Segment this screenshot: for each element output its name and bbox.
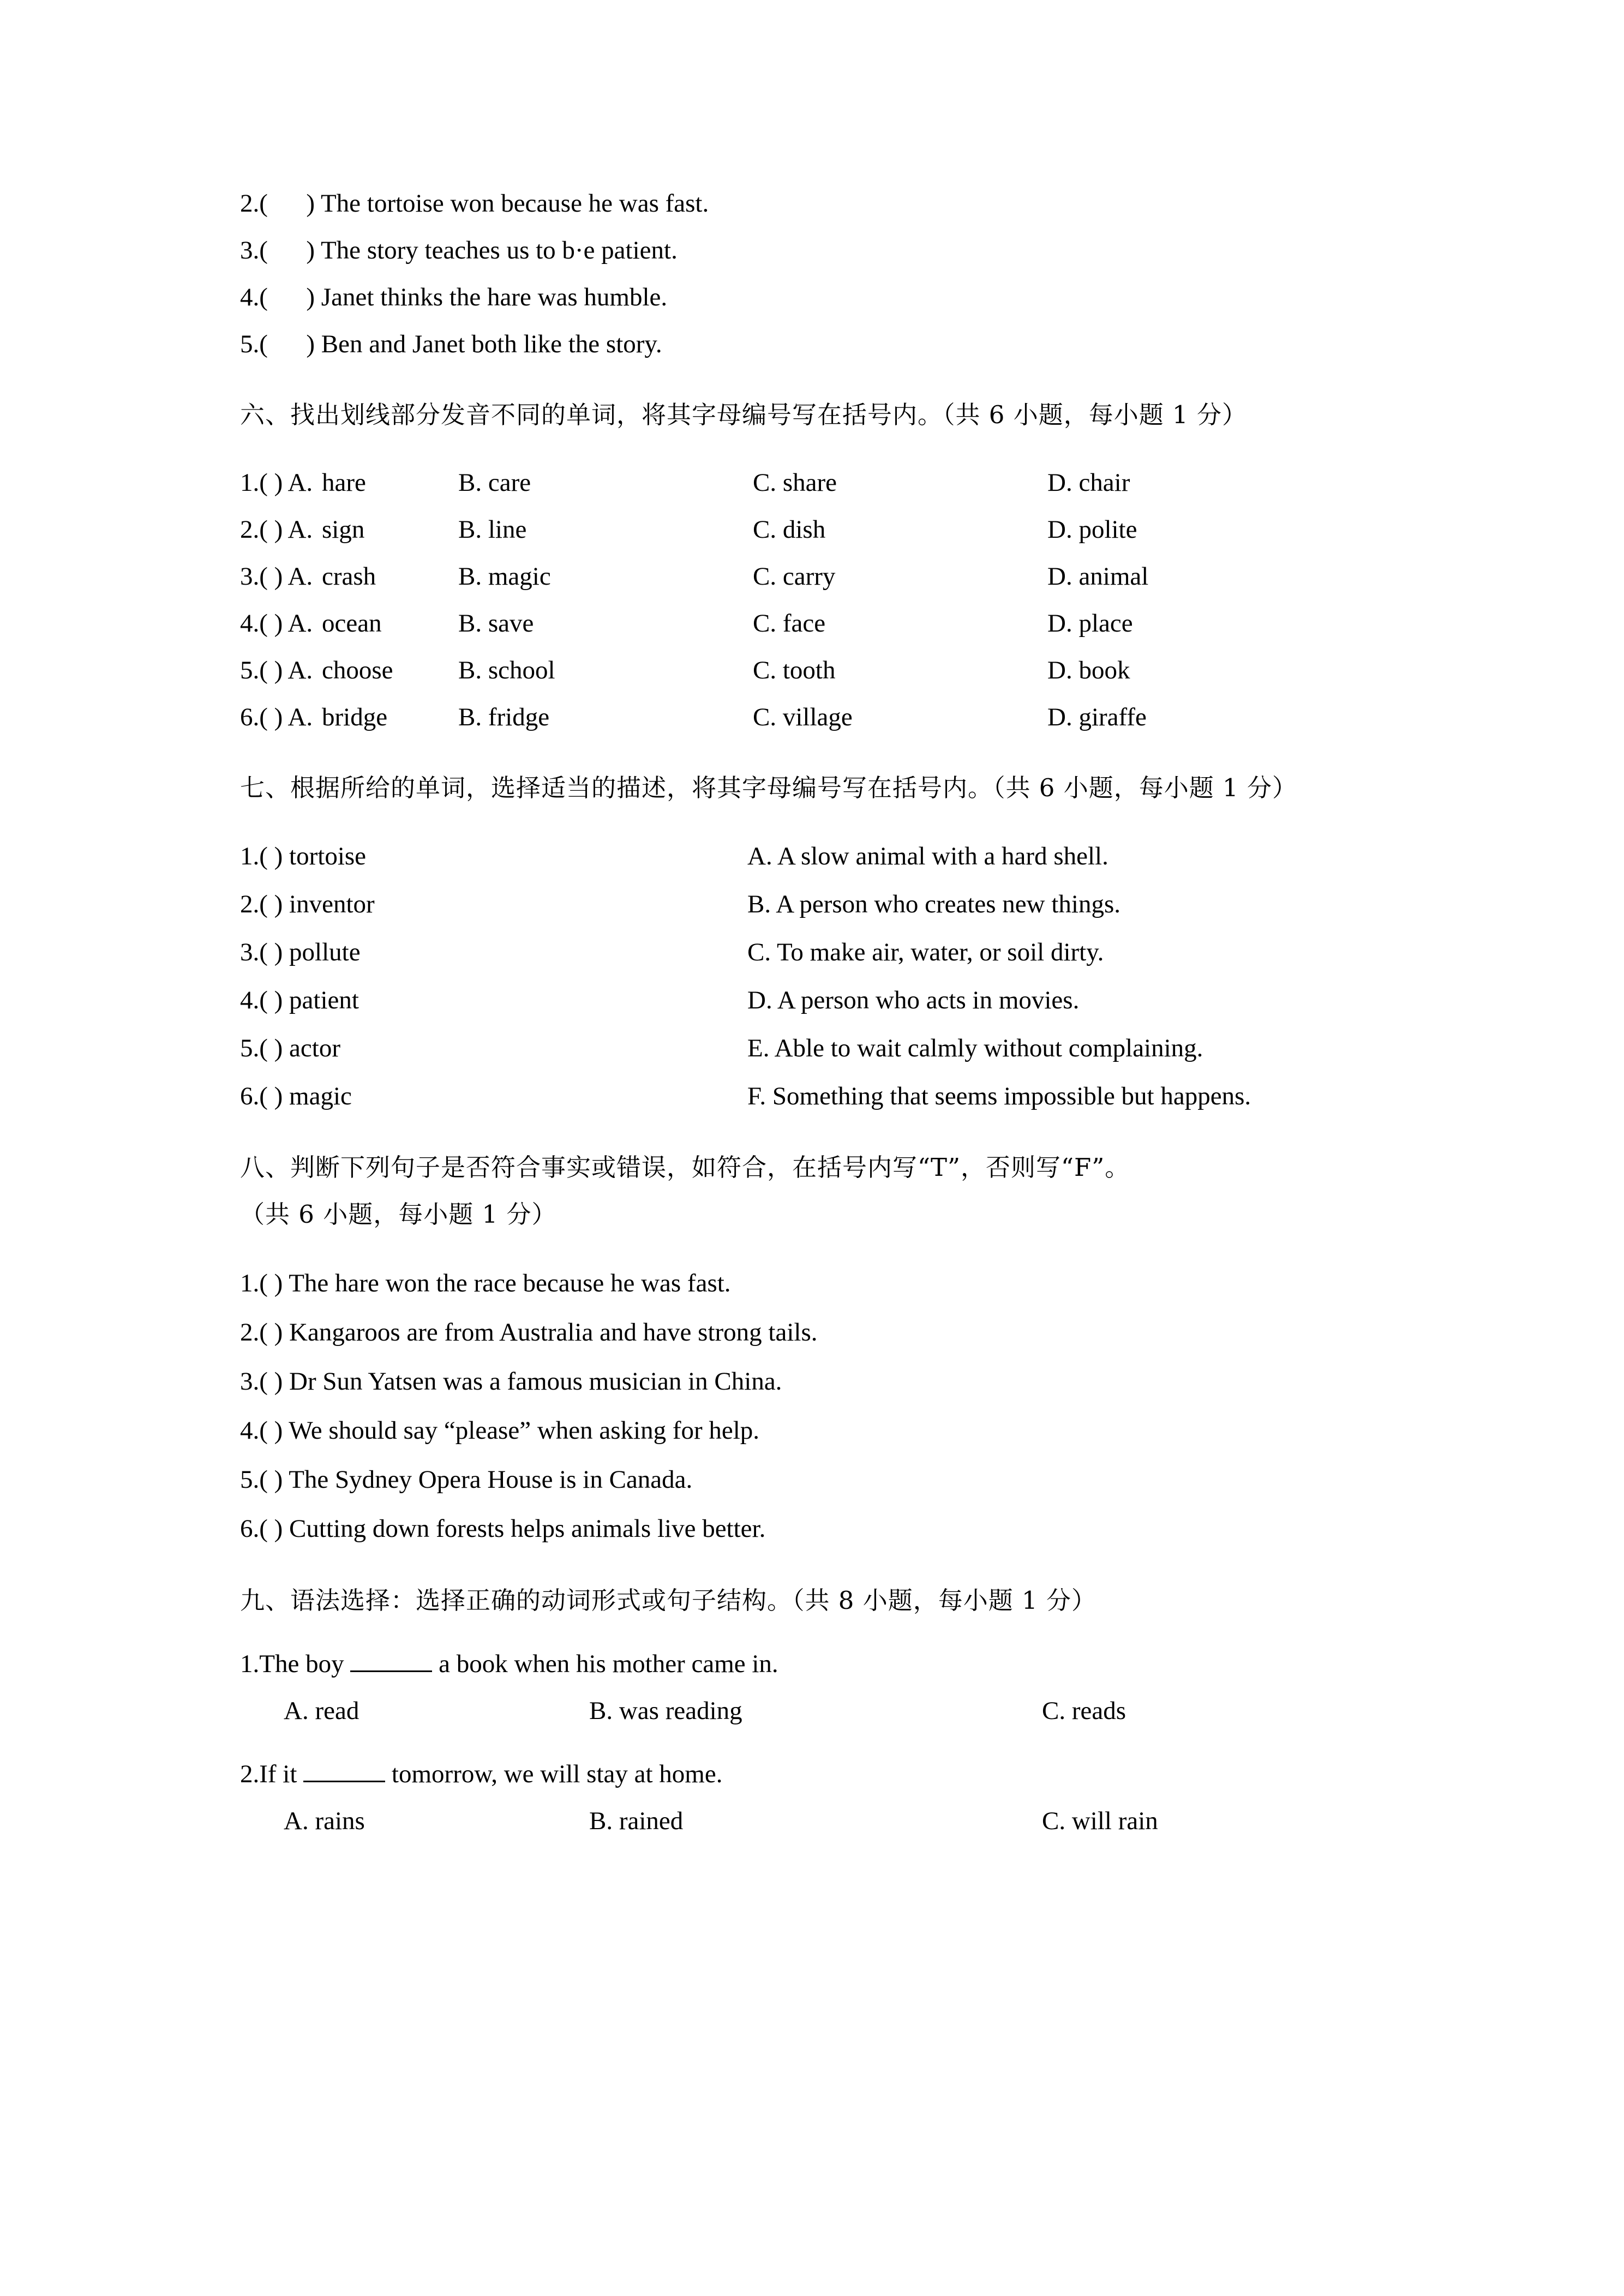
question-text-after: tomorrow, we will stay at home. — [391, 1760, 723, 1788]
match-definition: F. Something that seems impossible but happens. — [747, 1082, 1251, 1110]
match-definition: B. A person who creates new things. — [747, 890, 1121, 918]
option-row — [240, 600, 1460, 647]
option-b[interactable]: B. was reading — [589, 1697, 742, 1725]
match-row — [240, 1072, 1460, 1120]
option-c: C. dish — [753, 515, 826, 544]
match-row — [240, 976, 1460, 1024]
section-eight-heading-line1: 八、判断下列句子是否符合事实或错误，如符合，在括号内写“T”，否则写“F”。 — [240, 1153, 1130, 1182]
question-item: 2.( ) The tortoise won because he was fast. — [240, 189, 709, 218]
answer-blank[interactable] — [303, 1781, 385, 1782]
grammar-question — [240, 1751, 1460, 1798]
option-c: C. carry — [753, 562, 836, 591]
option-a: ocean — [322, 609, 382, 638]
option-c: C. village — [753, 703, 853, 731]
match-row — [240, 928, 1460, 976]
option-b: B. save — [458, 609, 534, 638]
truefalse-item: 4.( ) We should say “please” when asking for help. — [240, 1416, 760, 1445]
section-seven-matching — [240, 832, 1460, 1120]
section-seven-heading: 七、根据所给的单词，选择适当的描述，将其字母编号写在括号内。（共 6 小题，每小题 1 分） — [240, 773, 1297, 802]
option-a: choose — [322, 656, 393, 684]
option-a: bridge — [322, 703, 388, 731]
option-d: D. chair — [1047, 468, 1130, 497]
section-eight-statements — [240, 1259, 1460, 1553]
question-text-before: 2.If it — [240, 1760, 297, 1788]
match-term: 3.( ) pollute — [240, 938, 361, 966]
truefalse-item: 3.( ) Dr Sun Yatsen was a famous musician in China. — [240, 1367, 782, 1396]
option-number: 2.( ) A. — [240, 515, 313, 544]
option-d: D. giraffe — [1047, 703, 1147, 731]
option-b[interactable]: B. rained — [589, 1807, 684, 1835]
option-a: crash — [322, 562, 376, 591]
option-d: D. animal — [1047, 562, 1149, 591]
answer-blank[interactable] — [350, 1670, 432, 1672]
option-b: B. care — [458, 468, 531, 497]
option-number: 1.( ) A. — [240, 468, 313, 497]
match-definition: D. A person who acts in movies. — [747, 986, 1080, 1014]
option-number: 5.( ) A. — [240, 656, 313, 684]
option-row — [240, 553, 1460, 600]
match-definition: E. Able to wait calmly without complaining. — [747, 1034, 1203, 1062]
question-item: 3.( ) The story teaches us to b·e patient. — [240, 236, 678, 265]
option-number: 3.( ) A. — [240, 562, 313, 591]
option-d: D. polite — [1047, 515, 1137, 544]
option-b: B. school — [458, 656, 555, 684]
section-six-heading: 六、找出划线部分发音不同的单词，将其字母编号写在括号内。（共 6 小题，每小题 1 分） — [240, 400, 1247, 429]
option-d: D. place — [1047, 609, 1133, 638]
option-row — [240, 694, 1460, 741]
question-text-before: 1.The boy — [240, 1650, 344, 1678]
option-row — [240, 506, 1460, 553]
option-number: 6.( ) A. — [240, 703, 313, 731]
option-a[interactable]: A. rains — [284, 1807, 365, 1835]
grammar-options — [240, 1798, 1460, 1844]
match-term: 2.( ) inventor — [240, 890, 375, 918]
section-nine-heading: 九、语法选择：选择正确的动词形式或句子结构。（共 8 小题，每小题 1 分） — [240, 1586, 1096, 1615]
option-c: C. tooth — [753, 656, 836, 684]
question-text-after: a book when his mother came in. — [439, 1650, 778, 1678]
section-eight-heading-line2: （共 6 小题，每小题 1 分） — [240, 1200, 557, 1229]
option-b: B. fridge — [458, 703, 550, 731]
section-five-tail — [240, 180, 1460, 368]
match-term: 5.( ) actor — [240, 1034, 340, 1062]
match-row — [240, 1024, 1460, 1072]
option-c: C. share — [753, 468, 837, 497]
option-c[interactable]: C. reads — [1042, 1697, 1126, 1725]
option-c[interactable]: C. will rain — [1042, 1807, 1158, 1835]
section-nine-questions — [240, 1640, 1460, 1844]
match-row — [240, 880, 1460, 928]
match-row — [240, 832, 1460, 880]
match-term: 1.( ) tortoise — [240, 842, 367, 870]
truefalse-item: 2.( ) Kangaroos are from Australia and have strong tails. — [240, 1318, 818, 1347]
option-b: B. line — [458, 515, 527, 544]
option-b: B. magic — [458, 562, 551, 591]
question-item: 4.( ) Janet thinks the hare was humble. — [240, 283, 668, 311]
match-definition: A. A slow animal with a hard shell. — [747, 842, 1108, 870]
truefalse-item: 6.( ) Cutting down forests helps animals live better. — [240, 1514, 766, 1543]
match-term: 4.( ) patient — [240, 986, 359, 1014]
match-definition: C. To make air, water, or soil dirty. — [747, 938, 1104, 966]
option-d: D. book — [1047, 656, 1130, 684]
option-row — [240, 647, 1460, 694]
option-a: sign — [322, 515, 365, 544]
option-number: 4.( ) A. — [240, 609, 313, 638]
grammar-options — [240, 1687, 1460, 1734]
match-term: 6.( ) magic — [240, 1082, 352, 1110]
grammar-question — [240, 1640, 1460, 1687]
section-six-options — [240, 459, 1460, 741]
question-item: 5.( ) Ben and Janet both like the story. — [240, 330, 662, 358]
option-a: hare — [322, 468, 366, 497]
truefalse-item: 5.( ) The Sydney Opera House is in Canada. — [240, 1465, 693, 1494]
option-row — [240, 459, 1460, 506]
truefalse-item: 1.( ) The hare won the race because he was fast. — [240, 1269, 731, 1297]
option-a[interactable]: A. read — [284, 1697, 359, 1725]
option-c: C. face — [753, 609, 826, 638]
